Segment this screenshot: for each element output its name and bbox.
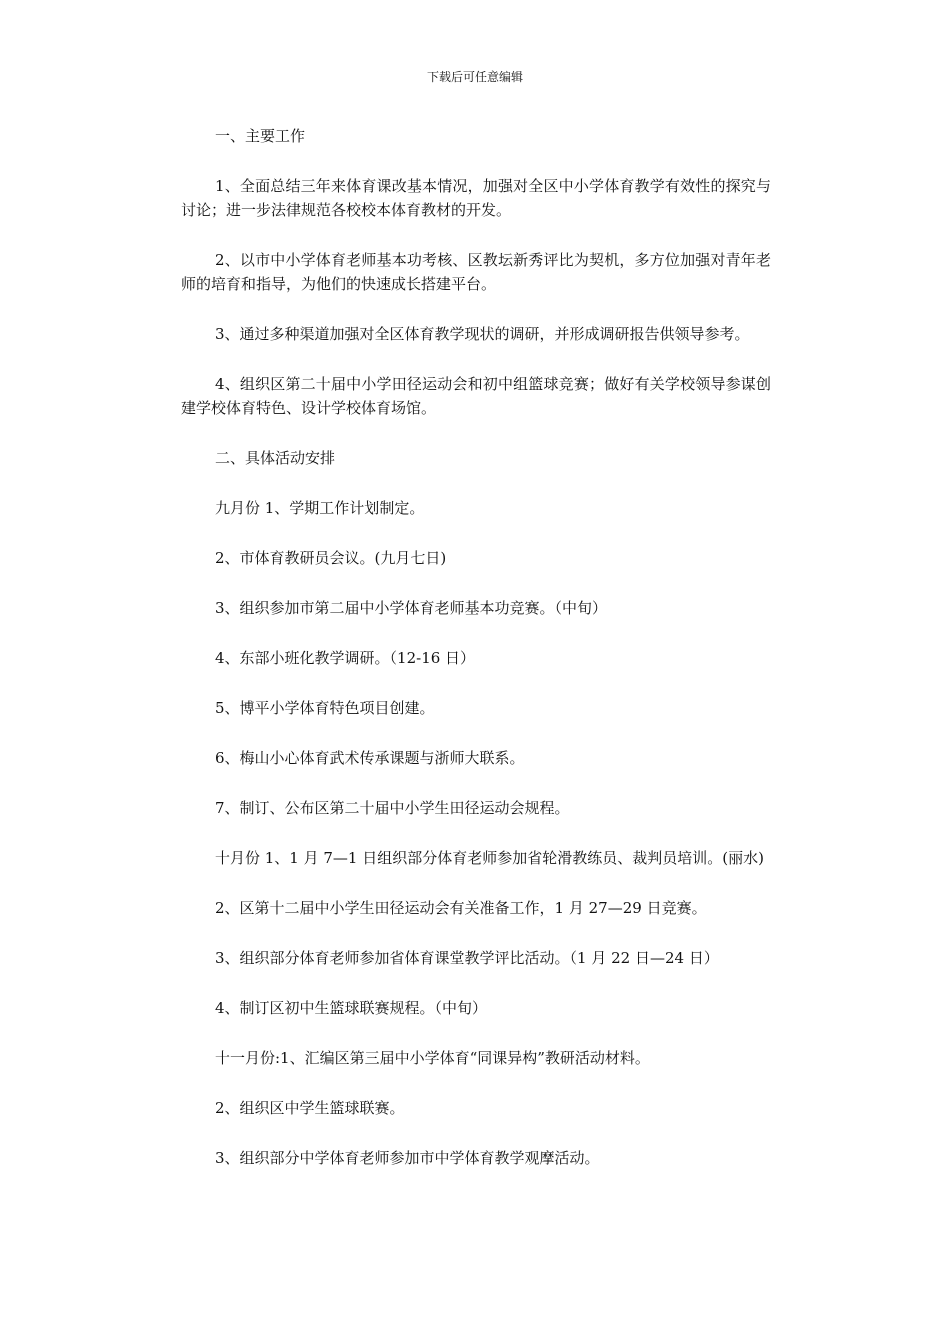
paragraph: 2、区第十二届中小学生田径运动会有关准备工作，1 月 27—29 日竞赛。 [215, 899, 707, 917]
paragraph: 4、东部小班化教学调研。（12-16 日） [215, 649, 476, 667]
paragraph: 4、组织区第二十届中小学田径运动会和初中组篮球竞赛；做好有关学校领导参谋创建学校体育特色、设计学校体育场馆。 [181, 375, 771, 417]
paragraph: 7、制订、公布区第二十届中小学生田径运动会规程。 [215, 799, 570, 817]
paragraph: 1、全面总结三年来体育课改基本情况，加强对全区中小学体育教学有效性的探究与讨论；进一步法律规范各校校本体育教材的开发。 [181, 177, 771, 219]
header-note: 下载后可任意编辑 [426, 70, 523, 84]
paragraph: 6、梅山小心体育武术传承课题与浙师大联系。 [215, 749, 525, 767]
paragraph: 十月份 1、1 月 7—1 日组织部分体育老师参加省轮滑教练员、裁判员培训。(丽水) [215, 849, 764, 867]
section-heading-main-work: 一、主要工作 [215, 127, 306, 145]
section-heading-activities: 二、具体活动安排 [215, 449, 336, 467]
paragraph: 2、以市中小学体育老师基本功考核、区教坛新秀评比为契机，多方位加强对青年老师的培育和指导，为他们的快速成长搭建平台。 [181, 251, 771, 293]
paragraph: 2、市体育教研员会议。(九月七日) [215, 549, 447, 567]
paragraph: 3、组织参加市第二届中小学体育老师基本功竞赛。（中旬） [215, 599, 608, 617]
paragraph: 3、组织部分体育老师参加省体育课堂教学评比活动。（1 月 22 日—24 日） [215, 949, 719, 967]
paragraph: 九月份 1、学期工作计划制定。 [215, 499, 425, 517]
paragraph: 2、组织区中学生篮球联赛。 [215, 1099, 405, 1117]
document-body [181, 124, 771, 1196]
paragraph: 十一月份:1、汇编区第三届中小学体育“同课异构”教研活动材料。 [215, 1049, 650, 1067]
paragraph: 4、制订区初中生篮球联赛规程。（中旬） [215, 999, 488, 1017]
paragraph: 3、组织部分中学体育老师参加市中学体育教学观摩活动。 [215, 1149, 600, 1167]
paragraph: 3、通过多种渠道加强对全区体育教学现状的调研，并形成调研报告供领导参考。 [215, 325, 750, 343]
paragraph: 5、博平小学体育特色项目创建。 [215, 699, 435, 717]
